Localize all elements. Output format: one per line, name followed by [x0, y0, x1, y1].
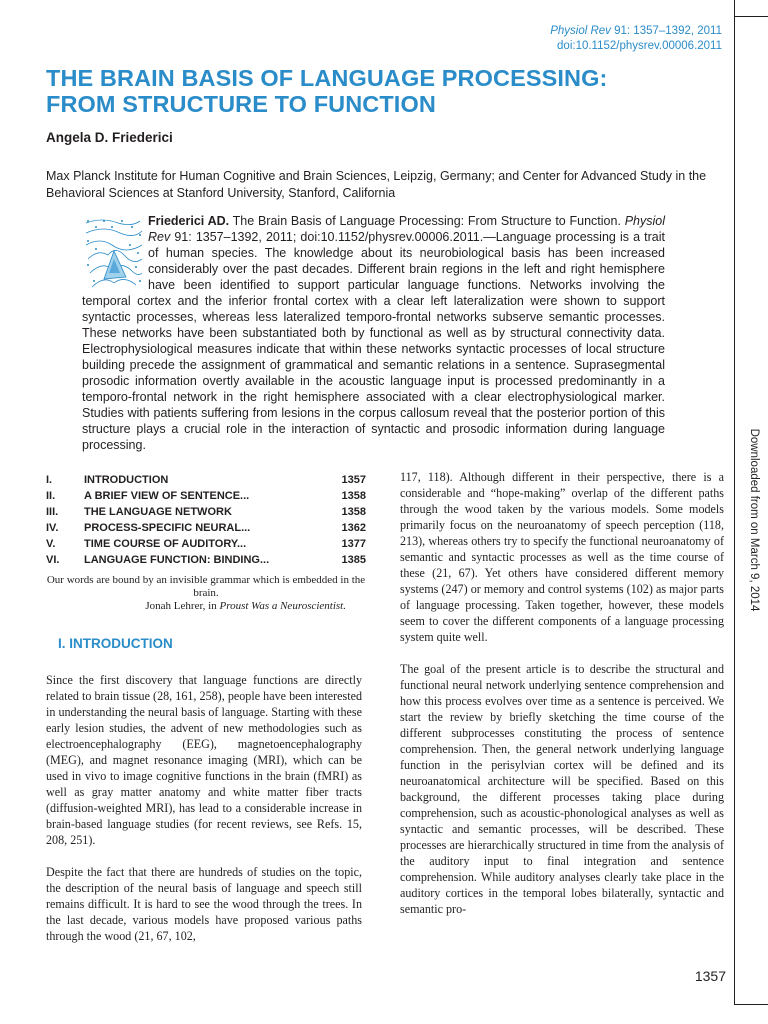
download-note [745, 420, 763, 620]
epigraph-attribution [46, 600, 366, 613]
toc-title: A BRIEF VIEW OF SENTENCE... [84, 490, 250, 502]
abstract [82, 213, 665, 453]
abstract-cite-author: Friederici AD. [148, 214, 230, 228]
affiliation: Max Planck Institute for Human Cognitive and Brain Sciences, Leipzig, Germany; and Center for Advanced Study in the Behavioral Sciences at Stanford University, Stanford, California [46, 169, 707, 200]
toc-number: III. [46, 506, 59, 518]
title-line-1: THE BRAIN BASIS OF LANGUAGE PROCESSING: [46, 65, 608, 91]
abstract-cite-journal: Physiol Rev [148, 214, 666, 244]
paragraph: Despite the fact that there are hundreds of studies on the topic, the description of the neural basis of language and speech still remains difficult. It is hard to see the wood through the trees. In the last decade, various models have proposed various paths through the wood (21, 67, 102, [46, 865, 362, 943]
toc-row[interactable] [46, 520, 366, 536]
toc-title: PROCESS-SPECIFIC NEURAL... [84, 522, 251, 534]
toc-title: THE LANGUAGE NETWORK [84, 506, 232, 518]
toc-page: 1358 [341, 490, 366, 502]
toc-number: I. [46, 474, 53, 486]
paragraph: Since the first discovery that language functions are directly related to brain tissue (28, 161, 258), people have been interested in understanding the neural basis of language. Starting with these early lesion studies, the advent of new methodologies such as electroencephalography (EEG), magnetoencephalography (MEG), and magnet resonance imaging (MRI), which can be used in vivo to image cognitive functions in the brain (fMRI) as well as gray matter anatomy and white matter fiber tracts (diffusion-weighted MRI), has lead to a considerable increase in brain-based language studies (for recent reviews, see Refs. 15, 208, 251). [46, 673, 362, 847]
toc-page: 1358 [341, 506, 366, 518]
paragraph: 117, 118). Although different in their perspective, there is a considerable and “hope-making” overlap of the different paths through the wood taken by the various models. Some models primarily focus on the neuroanatomy of speech perception (118, 213), whereas others try to specify the functional neuroanatomy of semantic and syntactic processes as well as the time course of these (21, 67). Yet others have considered different memory systems (247) or memory and control systems (102) as major parts of language processing. Taken together, however, these models seem to cover the different components of a language processing system quite well. [400, 470, 724, 644]
toc-number: V. [46, 538, 56, 550]
title-line-2: FROM STRUCTURE TO FUNCTION [46, 91, 436, 117]
abstract-cite-rest: 91: 1357–1392, 2011; doi:10.1152/physrev.00006.2011.— [174, 230, 496, 244]
abstract-text: Language processing is a trait of human species. The knowledge about its neurobiological basis has been increased considerably over the past decades. Different brain regions in the left and right hemisphere have been identified to support particular language functions. Networks involving the temporal cortex and the inferior frontal cortex with a clear left lateralization were shown to support syntactic processes, whereas less lateralized temporo-frontal networks subserve semantic processes. These networks have been substantiated both by functional as well as by structural connectivity data. Electrophysiological measures indicate that within these networks syntactic processes of local structure building precede the assignment of grammatical and semantic relations in a sentence. Suprasegmental prosodic information overtly available in the acoustic language input is processed predominantly in a temporo-frontal network in the right hemisphere associated with a clear electrophysiological marker. Studies with patients suffering from lesions in the corpus callosum reveal that the posterior portion of this structure plays a crucial role in the interaction of syntactic and prosodic information during language processing. [82, 230, 665, 452]
epigraph-attribution-prefix: Jonah Lehrer, in [145, 600, 217, 612]
toc-page: 1377 [341, 538, 366, 550]
download-note-text: Downloaded from on March 9, 2014 [748, 428, 760, 612]
toc-row[interactable] [46, 472, 366, 488]
toc-page: 1357 [341, 474, 366, 486]
right-column [400, 469, 724, 933]
epigraph [46, 574, 366, 613]
toc-title: INTRODUCTION [84, 474, 169, 486]
epigraph-quote: Our words are bound by an invisible grammar which is embedded in the brain. [46, 574, 366, 599]
logo-wrap-space [82, 213, 148, 293]
left-column [46, 672, 362, 960]
toc-page: 1385 [341, 554, 366, 566]
page-number: 1357 [694, 968, 726, 984]
abstract-cite-title: The Brain Basis of Language Processing: From Structure to Function. [232, 214, 621, 228]
author: Angela D. Friederici [46, 130, 173, 145]
toc-number: VI. [46, 554, 60, 566]
toc-title: TIME COURSE OF AUDITORY... [84, 538, 247, 550]
journal-name: Physiol Rev [550, 25, 611, 37]
toc-row[interactable] [46, 536, 366, 552]
margin-rule [734, 0, 735, 1005]
toc-number: IV. [46, 522, 59, 534]
toc-page: 1362 [341, 522, 366, 534]
toc-row[interactable] [46, 488, 366, 504]
toc-row[interactable] [46, 504, 366, 520]
margin-rule-bottom [734, 1004, 768, 1005]
toc-title: LANGUAGE FUNCTION: BINDING... [84, 554, 270, 566]
paragraph: The goal of the present article is to describe the structural and functional neural network underlying sentence comprehension and how this process evolves over time as a sentence is perceived. We start the review by briefly sketching the time course of the different subprocesses constituting the process of sentence comprehension. Then, the general network underlying language function in the perisylvian cortex will be defined and its neuroanatomical architecture will be specified. Based on this background, the different processes taking place during comprehension, such as acoustic-phonological analyses as well as syntactic and semantic processes, will be described. These processes are hierarchically structured in time from the analysis of the auditory input to final integration and sentence comprehension. While auditory analyses clearly take place in the auditory cortices in the temporal lobes bilaterally, syntactic and semantic pro- [400, 662, 724, 916]
journal-citation: 91: 1357–1392, 2011 [614, 25, 722, 37]
journal-doi: doi:10.1152/physrev.00006.2011 [557, 40, 722, 52]
article-title [46, 65, 706, 117]
section-heading: I. INTRODUCTION [58, 636, 173, 651]
margin-rule-top [734, 16, 768, 17]
toc-number: II. [46, 490, 56, 502]
journal-header [550, 24, 722, 54]
epigraph-attribution-work: Proust Was a Neuroscientist. [219, 600, 346, 612]
table-of-contents [46, 472, 366, 568]
toc-row[interactable] [46, 552, 366, 568]
